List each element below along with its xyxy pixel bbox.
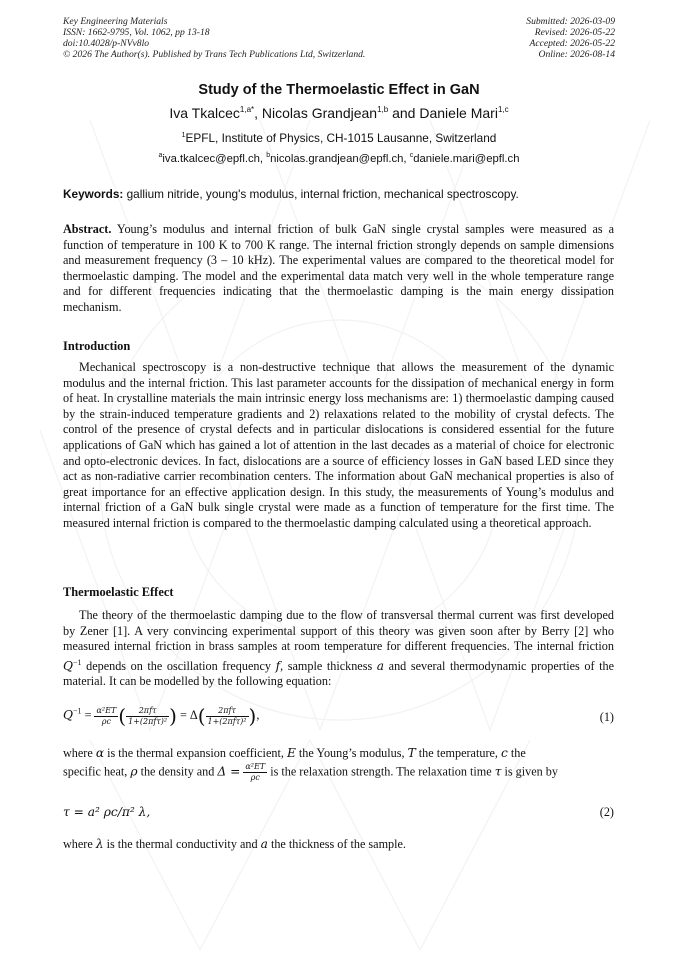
author-affil-marker: 1,c	[497, 105, 509, 114]
paragraph-text: the Young’s modulus,	[295, 746, 408, 760]
fraction-denominator: ρc	[250, 772, 260, 782]
author-list	[0, 105, 678, 121]
email-marker: c	[409, 152, 414, 159]
paragraph-text: , sample thickness	[280, 658, 377, 673]
introduction-paragraph: Mechanical spectroscopy is a non-destructive technique that allows the measurement of the dynamic modulus and the internal friction. This last parameter accounts for the dissipation of mechanical energy in form of heat. In crystalline materials the main intrinsic energy loss mechanisms are: 1) thermoelastic damping caused by the strain-induced temperature gradients and 2) relaxations related to the mobility of crystal defects. The control of the presence of crystal defects and in particular dislocations is considered essential for the future applications of GaN which has gained a lot of attention in the last decades as a material of choice for electronic and opto-electronic devices. In fact, dislocations are a source of efficiency losses in GaN based LED since they act as non-radiative carrier recombination centers. The information about GaN mechanical properties is also of great importance for an effective application design. In this study, the measurements of Young’s modulus and internal friction of a GaN bulk single crystal were made as a function of temperature for the first time. The measured internal friction is compared to the thermoelastic damping calculated using a theoretical approach.	[63, 360, 614, 530]
fraction	[243, 762, 267, 783]
math-superscript: −1	[73, 657, 82, 667]
affiliation	[0, 131, 678, 145]
paragraph-text: the	[507, 746, 526, 760]
date-revised: Revised: 2026-05-22	[534, 27, 615, 38]
section-heading-introduction: Introduction	[63, 339, 131, 353]
math-superscript: −1	[73, 706, 82, 716]
math-symbol: E	[286, 746, 296, 760]
math-symbol: Q	[63, 707, 73, 722]
paragraph-text: the thickness of the sample.	[267, 837, 406, 851]
journal-copyright: © 2026 The Author(s). Published by Trans Tech Publications Ltd, Switzerland.	[63, 49, 366, 60]
paragraph-text: depends on the oscillation frequency	[81, 658, 276, 673]
author-name: Daniele Mari	[419, 105, 498, 121]
paragraph-text: and several thermodynamic properties of the material. It can be modelled by the following equation:	[63, 658, 614, 689]
paper-title: Study of the Thermoelastic Effect in GaN	[198, 82, 480, 98]
journal-doi[interactable]: doi:10.4028/p-NVv8lo	[63, 38, 150, 49]
paren-close: )	[248, 704, 257, 728]
fraction-numerator: 2πfτ	[206, 706, 249, 717]
math-symbol: f	[275, 658, 281, 673]
math-punctuation: ,	[256, 707, 260, 722]
paren-open: (	[197, 704, 206, 728]
affiliation-text: EPFL, Institute of Physics, CH-1015 Lausanne, Switzerland	[185, 131, 497, 145]
math-symbol: τ	[494, 763, 502, 778]
abstract-text: Young’s modulus and internal friction of bulk GaN single crystal samples were measured as a function of temperature in 100 K to 700 K range. The internal friction strongly depends on sample dimensions and measurement frequency (3 – 10 kHz). The experimental values are compared to the theoretical model for thermoelastic damping. The model and the experimental data match very well in the whole temperature range and for different frequencies indicating that the thermoelastic damping is the main energy dissipation mechanism.	[63, 222, 614, 314]
section-heading-thermoelastic: Thermoelastic Effect	[63, 585, 174, 599]
keywords-text: gallium nitride, young's modulus, internal friction, mechanical spectroscopy.	[123, 187, 519, 201]
author-separator: and	[388, 105, 420, 121]
equation-1	[63, 704, 614, 728]
email-link[interactable]: daniele.mari@epfl.ch	[413, 153, 520, 165]
abstract-label: Abstract.	[63, 222, 112, 236]
journal-header-right	[526, 16, 615, 60]
math-symbol: α	[95, 746, 105, 760]
paragraph-text: is the thermal conductivity and	[103, 837, 261, 851]
fraction-denominator: 1+(2πfτ)²	[128, 716, 168, 726]
paragraph-text: the density and	[137, 763, 218, 778]
fraction-numerator: α²ET	[96, 705, 117, 715]
paragraph-text: The theory of the thermoelastic damping due to the flow of transversal thermal current was first developed by Zener [1]. A very convincing experimental support of this theory was given soon after by Berry [2] who measured internal friction in brass samples at room temperature for different frequencies. The internal friction	[63, 608, 614, 654]
date-online: Online: 2026-08-14	[538, 49, 615, 60]
paragraph-text: specific heat,	[63, 763, 131, 778]
email-link[interactable]: iva.tkalcec@epfl.ch,	[162, 153, 267, 165]
paren-open: (	[118, 704, 127, 728]
keywords-label: Keywords:	[63, 187, 124, 201]
abstract	[63, 222, 614, 316]
date-submitted: Submitted: 2026-03-09	[526, 16, 615, 27]
math-symbol: λ	[95, 837, 104, 851]
email-link[interactable]: nicolas.grandjean@epfl.ch,	[270, 153, 410, 165]
date-accepted: Accepted: 2026-05-22	[529, 38, 615, 49]
author-name: Iva Tkalcec	[169, 105, 240, 121]
journal-issn: ISSN: 1662-9795, Vol. 1062, pp 13-18	[63, 27, 210, 38]
email-list	[0, 152, 678, 165]
thermoelastic-paragraph	[63, 608, 614, 690]
author-affil-marker: 1,b	[377, 105, 389, 114]
math-symbol: a	[260, 837, 268, 851]
affiliation-marker: 1	[181, 132, 186, 139]
math-symbol: a	[376, 658, 385, 673]
paragraph-text: the temperature,	[415, 746, 502, 760]
paragraph-text: where	[63, 746, 96, 760]
keywords	[63, 187, 615, 201]
email-marker: a	[158, 152, 163, 159]
author-affil-marker: 1,a*	[239, 105, 255, 114]
paragraph-text: is given by	[501, 763, 558, 778]
fraction-numerator: α²ET	[245, 761, 266, 771]
fraction	[94, 706, 118, 727]
paragraph-text: is the relaxation strength. The relaxation time	[267, 763, 495, 778]
final-sentence	[63, 837, 614, 853]
author-separator: ,	[254, 105, 262, 121]
math-symbol: Q	[63, 658, 73, 673]
fraction-denominator: 1+(2πfτ)²	[207, 716, 247, 726]
equation-explanation	[63, 746, 614, 783]
paren-close: )	[169, 704, 177, 728]
math-symbol: c	[501, 746, 508, 760]
journal-name: Key Engineering Materials	[63, 16, 168, 27]
paragraph-text: where	[63, 837, 96, 851]
math-symbol: T	[407, 746, 416, 760]
equation-2-expression: τ = a² ρc/π² λ,	[63, 805, 151, 819]
equation-number: (1)	[599, 710, 614, 724]
journal-header-left	[63, 16, 365, 60]
math-symbol: ρ	[130, 763, 138, 778]
math-operator: = Δ	[176, 707, 198, 722]
fraction	[126, 706, 169, 727]
fraction-numerator: 2πfτ	[126, 706, 169, 717]
fraction	[206, 706, 249, 727]
email-marker: b	[266, 152, 271, 159]
paragraph-text: is the thermal expansion coefficient,	[104, 746, 287, 760]
fraction-denominator: ρc	[101, 716, 111, 726]
equation-2	[63, 805, 614, 820]
math-symbol: Δ =	[217, 763, 241, 778]
author-name: Nicolas Grandjean	[261, 105, 378, 121]
equation-number: (2)	[599, 805, 614, 819]
math-operator: =	[81, 707, 95, 722]
